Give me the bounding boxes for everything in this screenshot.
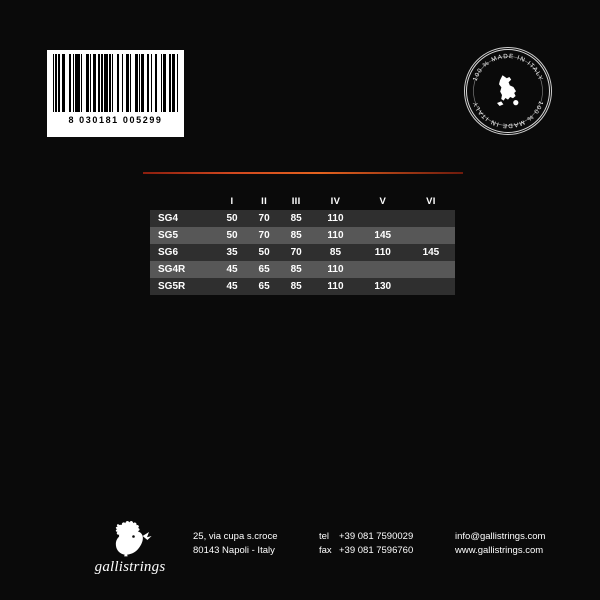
gauge-cell-1: 35 — [216, 244, 248, 261]
gauge-cell-5 — [359, 261, 407, 278]
column-header-model — [150, 193, 216, 210]
row-model: SG5R — [150, 278, 216, 295]
tel-value: +39 081 7590029 — [339, 531, 414, 542]
column-header-i: I — [230, 196, 234, 207]
table-row — [150, 278, 455, 295]
footer-address — [193, 530, 319, 558]
gauge-cell-4: 110 — [312, 210, 359, 227]
address-line-2: 80143 Napoli - Italy — [193, 545, 275, 556]
gauge-cell-1: 50 — [216, 210, 248, 227]
gauge-cell-5: 110 — [359, 244, 407, 261]
footer-phone — [319, 530, 455, 558]
gauge-cell-1: 45 — [216, 278, 248, 295]
gauge-cell-6 — [407, 210, 455, 227]
gauge-cell-2: 65 — [248, 261, 280, 278]
row-model: SG5 — [150, 227, 216, 244]
gauge-cell-3: 85 — [280, 210, 312, 227]
gauge-cell-4: 85 — [312, 244, 359, 261]
fax-value: +39 081 7596760 — [339, 545, 414, 556]
gauge-cell-2: 65 — [248, 278, 280, 295]
table-row — [150, 261, 455, 278]
gauge-cell-5: 145 — [359, 227, 407, 244]
table-row — [150, 210, 455, 227]
gauge-cell-6 — [407, 227, 455, 244]
row-model: SG6 — [150, 244, 216, 261]
gauge-cell-3: 85 — [280, 261, 312, 278]
tel-label: tel — [319, 531, 330, 542]
column-header-iii: III — [291, 196, 301, 207]
gauge-cell-5: 130 — [359, 278, 407, 295]
barcode-bars — [53, 54, 178, 112]
string-gauge-table — [150, 193, 455, 295]
gauge-cell-2: 50 — [248, 244, 280, 261]
website-link[interactable]: www.gallistrings.com — [455, 545, 544, 556]
footer-contact-info — [193, 530, 600, 558]
gauge-cell-3: 70 — [280, 244, 312, 261]
row-model: SG4R — [150, 261, 216, 278]
gauge-cell-1: 50 — [216, 227, 248, 244]
fax-label: fax — [319, 545, 332, 556]
brand-name: gallistrings — [94, 559, 166, 575]
gauge-cell-3: 85 — [280, 278, 312, 295]
column-header-vi: VI — [426, 196, 436, 207]
row-model: SG4 — [150, 210, 216, 227]
table-row — [150, 227, 455, 244]
gauge-cell-6 — [407, 278, 455, 295]
gauge-cell-6: 145 — [407, 244, 455, 261]
italy-map-icon — [495, 74, 521, 108]
gauge-cell-4: 110 — [312, 278, 359, 295]
barcode — [47, 50, 184, 137]
column-header-iv: IV — [330, 196, 341, 207]
gauge-cell-2: 70 — [248, 210, 280, 227]
gauge-cell-4: 110 — [312, 227, 359, 244]
accent-divider — [143, 172, 463, 174]
footer-web — [455, 530, 600, 558]
brand-logo — [82, 519, 178, 576]
table-header-row — [150, 193, 455, 210]
made-in-italy-seal — [464, 47, 552, 135]
gauge-cell-3: 85 — [280, 227, 312, 244]
barcode-number: 8 030181 005299 — [68, 115, 163, 125]
table-row — [150, 244, 455, 261]
footer — [0, 512, 600, 582]
gauge-cell-5 — [359, 210, 407, 227]
gauge-cell-4: 110 — [312, 261, 359, 278]
gauge-cell-1: 45 — [216, 261, 248, 278]
rooster-icon — [107, 519, 153, 557]
gauge-cell-2: 70 — [248, 227, 280, 244]
svg-text:100 % MADE IN ITALY: 100 % MADE IN ITALY — [471, 99, 545, 130]
gauge-cell-6 — [407, 261, 455, 278]
column-header-ii: II — [261, 196, 268, 207]
email-link[interactable]: info@gallistrings.com — [455, 531, 546, 542]
address-line-1: 25, via cupa s.croce — [193, 531, 278, 542]
svg-text:100 % MADE IN ITALY: 100 % MADE IN ITALY — [471, 52, 545, 83]
column-header-v: V — [379, 196, 387, 207]
